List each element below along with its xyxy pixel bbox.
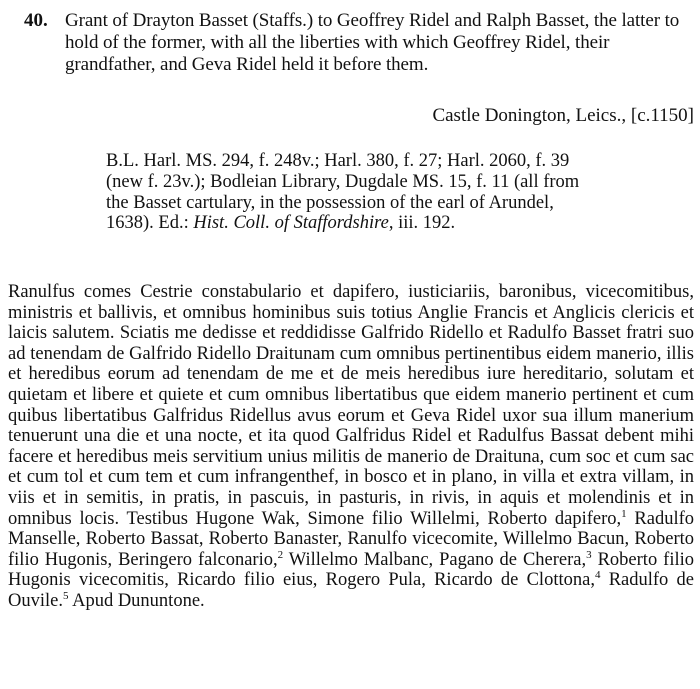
- place-and-date: Castle Donington, Leics., [c.1150]: [432, 105, 694, 126]
- footnote-marker: 3: [586, 548, 592, 561]
- edition-title: Hist. Coll. of Staffordshire: [193, 213, 389, 234]
- manuscript-sources: [106, 151, 602, 234]
- footnote-marker: 2: [277, 548, 284, 561]
- witness-list: Radulfo Manselle, Roberto Bassat, Roberto Banaster, Ranulfo vicecomite, Willelmo Bacun, Roberto filio Hugonis, Beringero falconario,: [8, 508, 694, 570]
- charter-text: [8, 282, 694, 612]
- footnote-marker: 1: [621, 507, 627, 520]
- entry-summary: Grant of Drayton Basset (Staffs.) to Geoffrey Ridel and Ralph Basset, the latter to hold of the former, with all the liberties with which Geoffrey Ridel, their grandfather, and Geva Ridel held it before them.: [65, 10, 680, 75]
- witness-list: Radulfo de Ouvile.: [8, 570, 694, 611]
- entry-number: 40.: [24, 10, 48, 31]
- witness-list: Roberto filio Hugonis vicecomitis, Ricardo filio eius, Rogero Pula, Ricardo de Clottona,: [8, 549, 694, 591]
- charter-body: Ranulfus comes Cestrie constabulario et dapifero, iusticiariis, baronibus, vicecomitibus, ministris et ballivis, et omnibus hominibus suis totius Anglie Francis et Anglicis clericis et laicis salutem. Sciatis me dedisse et reddidisse Galfrido Ridello et Radulfo Basset fratri suo ad tenendam de Galfrido Ridello Draitunam cum omnibus pertinentibus eidem manerio, illis et heredibus eorum ad tenendam de me et de meis heredibus iure hereditario, solutam et quietam et libere et quiete et cum omnibus libertatibus que eidem manerio pertinent et cum quibus libertatibus Galfridus Ridellus avus eorum et Geva Ridel uxor sua illum manerium tenuerunt una die et una nocte, et ita quod Galfridus Ridel et Radulfus Bassat debent mihi facere et heredibus meis servitium unius militis de manerio de Draituna, cum soc et cum sac et cum tol et cum tem et cum infrangenthef, in bosco et in plano, in villa et extra villam, in viis et in semitis, in pratis, in pascuis, in pasturis, in rivis, in aquis et molendinis et in omnibus locis. Testibus Hugone Wak, Simone filio Willelmi, Roberto dapifero,: [8, 282, 694, 529]
- footnote-marker: 4: [594, 569, 601, 582]
- entry-heading: [24, 10, 694, 76]
- witness-list: Willelmo Malbanc, Pagano de Cherera,: [283, 549, 587, 570]
- sources-text: B.L. Harl. MS. 294, f. 248v.; Harl. 380, f. 27; Harl. 2060, f. 39 (new f. 23v.); Bodleian Library, Dugdale MS. 15, f. 11 (all from the Basset cartulary, in the possession of the earl of Arundel, 1638). Ed.:: [106, 151, 580, 234]
- sources-text-end: , iii. 192.: [388, 213, 456, 234]
- footnote-marker: 5: [62, 589, 69, 602]
- dating-clause: Apud Dununtone.: [68, 590, 205, 611]
